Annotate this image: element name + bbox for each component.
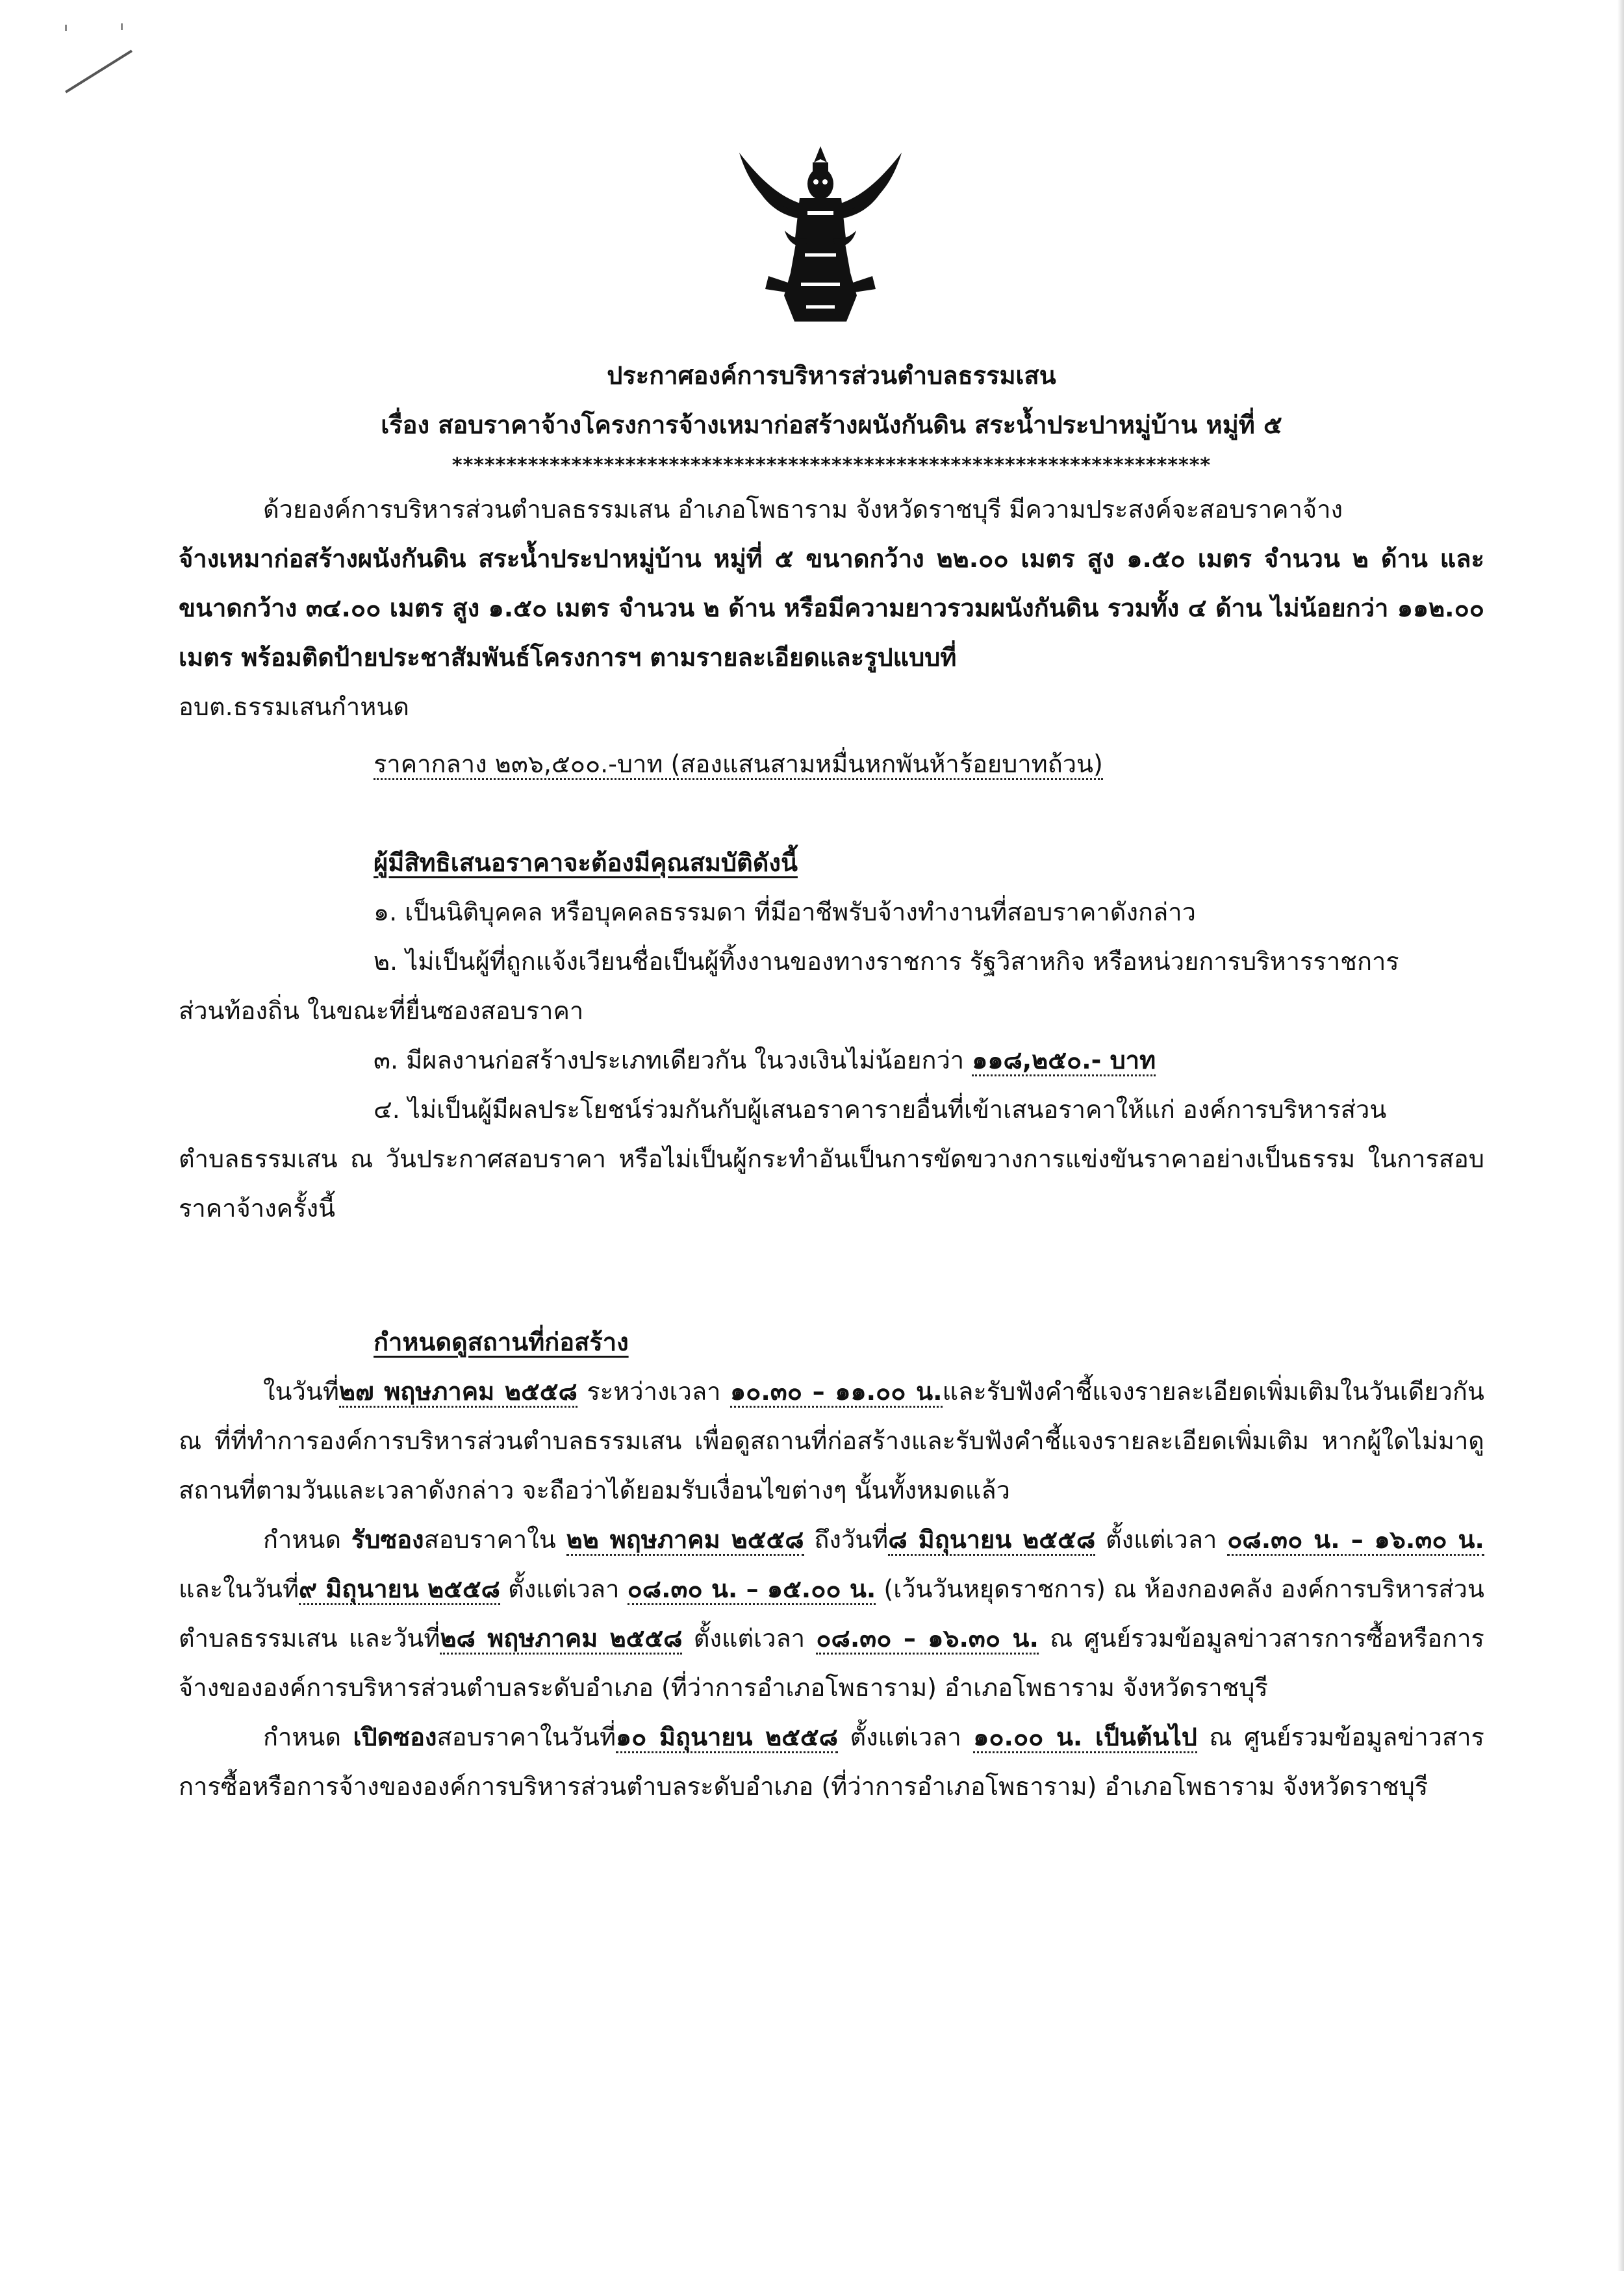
- submission-text: สอบราคาใน: [424, 1525, 556, 1554]
- opening-text: สอบราคาในวันที่: [437, 1723, 616, 1751]
- intro-tail: อบต.ธรรมเสนกำหนด: [179, 692, 409, 721]
- page-edge: [1618, 0, 1624, 2271]
- submission-text: กำหนด: [263, 1525, 342, 1554]
- submission-text: ตั้งแต่เวลา: [1105, 1525, 1217, 1554]
- submission-bold: รับซอง: [351, 1525, 424, 1554]
- submission-time-2: ๐๘.๓๐ น. – ๑๕.๐๐ น.: [628, 1575, 876, 1605]
- submission-date-3: ๙ มิถุนายน ๒๕๕๘: [299, 1575, 500, 1605]
- spacer: [179, 789, 1484, 838]
- submission-date-end: ๘ มิถุนายน ๒๕๕๘: [888, 1525, 1095, 1556]
- qualification-1: ๑. เป็นนิติบุคคล หรือบุคคลธรรมดา ที่มีอาชีพรับจ้างทำงานที่สอบราคาดังกล่าว: [374, 898, 1196, 926]
- opening-paragraph: [179, 1712, 1484, 1811]
- qualifications-heading: [179, 838, 1484, 887]
- site-visit-heading: [179, 1317, 1484, 1367]
- submission-text: (เว้นวันหยุดราชการ) ณ ห้องกองคลัง องค์การบริหารส่วนตำบลธรรมเสน และวันที่: [179, 1575, 1484, 1653]
- intro-lead: ด้วยองค์การบริหารส่วนตำบลธรรมเสน อำเภอโพธาราม จังหวัดราชบุรี มีความประสงค์จะสอบราคาจ้าง: [263, 495, 1343, 524]
- submission-text: และในวันที่: [179, 1575, 299, 1603]
- qualification-2-continued: ส่วนท้องถิ่น ในขณะที่ยื่นซองสอบราคา: [179, 996, 584, 1025]
- submission-time-3: ๐๘.๓๐ – ๑๖.๓๐ น.: [816, 1624, 1039, 1655]
- qualification-2: ๒. ไม่เป็นผู้ที่ถูกแจ้งเวียนชื่อเป็นผู้ทิ้งงานของทางราชการ รัฐวิสาหกิจ หรือหน่วยการบริหารราชการ: [374, 947, 1399, 976]
- scan-mark: [65, 50, 133, 94]
- qualification-4: ๔. ไม่เป็นผู้มีผลประโยชน์ร่วมกันกับผู้เสนอราคารายอื่นที่เข้าเสนอราคาให้แก่ องค์การบริหารส่วน: [374, 1095, 1387, 1124]
- intro-bold: จ้างเหมาก่อสร้างผนังกันดิน สระน้ำประปาหมู่บ้าน หมู่ที่ ๕ ขนาดกว้าง ๒๒.๐๐ เมตร สูง ๑.๕๐ เมตร จำนวน ๒ ด้าน และขนาดกว้าง ๓๔.๐๐ เมตร สูง ๑.๕๐ เมตร จำนวน ๒ ด้าน หรือมีความยาวรวมผนังกันดิน รวมทั้ง ๔ ด้าน ไม่น้อยกว่า ๑๑๒.๐๐ เมตร พร้อมติดป้ายประชาสัมพันธ์โครงการฯ ตามรายละเอียดและรูปแบบที่: [179, 544, 1484, 672]
- qualifications-heading-text: ผู้มีสิทธิเสนอราคาจะต้องมีคุณสมบัติดังนี้: [374, 848, 798, 877]
- submission-date-start: ๒๒ พฤษภาคม ๒๕๕๘: [566, 1525, 804, 1556]
- announcement-title: ประกาศองค์การบริหารส่วนตำบลธรรมเสน: [607, 361, 1056, 390]
- opening-date: ๑๐ มิถุนายน ๒๕๕๘: [616, 1723, 838, 1753]
- scan-dot: [121, 23, 123, 30]
- submission-text: ณ ศูนย์รวมข้อมูลข่าวสารการซื้อหรือการจ้างขององค์การบริหารส่วนตำบลระดับอำเภอ (ที่ว่าการอำเภอโพธาราม) อำเภอโพธาราม จังหวัดราชบุรี: [179, 1624, 1484, 1702]
- median-price: [179, 739, 1484, 789]
- qualification-3: [179, 1035, 1484, 1085]
- submission-text: ตั้งแต่เวลา: [508, 1575, 620, 1603]
- submission-date-4: ๒๘ พฤษภาคม ๒๕๕๘: [440, 1624, 682, 1655]
- spacer: [179, 1233, 1484, 1317]
- opening-bold: เปิดซอง: [353, 1723, 437, 1751]
- site-visit-heading-text: กำหนดดูสถานที่ก่อสร้าง: [374, 1328, 629, 1356]
- opening-text: ณ ศูนย์รวมข้อมูลข่าวสารการซื้อหรือการจ้างขององค์การบริหารส่วนตำบลระดับอำเภอ (ที่ว่าการอำเภอโพธาราม) อำเภอโพธาราม จังหวัดราชบุรี: [179, 1723, 1484, 1801]
- scan-dot: [65, 25, 67, 31]
- median-price-text: ราคากลาง ๒๓๖,๕๐๐.-บาท (สองแสนสามหมื่นหกพันห้าร้อยบาทถ้วน): [374, 750, 1103, 780]
- site-visit-date: ๒๗ พฤษภาคม ๒๕๕๘: [339, 1377, 577, 1408]
- opening-text: กำหนด: [263, 1723, 342, 1751]
- site-visit-paragraph: [179, 1367, 1484, 1515]
- site-visit-time: ๑๐.๓๐ – ๑๑.๐๐ น.: [730, 1377, 943, 1408]
- announcement-subject: เรื่อง สอบราคาจ้างโครงการจ้างเหมาก่อสร้างผนังกันดิน สระน้ำประปาหมู่บ้าน หมู่ที่ ๕: [381, 411, 1282, 439]
- opening-time: ๑๐.๐๐ น. เป็นต้นไป: [973, 1723, 1197, 1753]
- site-visit-prefix: ในวันที่: [263, 1377, 339, 1406]
- qualification-3-value: ๑๑๘,๒๕๐.- บาท: [972, 1046, 1156, 1076]
- opening-text: ตั้งแต่เวลา: [850, 1723, 961, 1751]
- site-visit-mid: ระหว่างเวลา: [587, 1377, 721, 1406]
- intro-paragraph: [179, 485, 1484, 731]
- submission-text: ตั้งแต่เวลา: [693, 1624, 806, 1653]
- submission-paragraph: [179, 1515, 1484, 1712]
- separator-stars: **********************************************************************: [451, 454, 1212, 477]
- qualification-4-continued: ตำบลธรรมเสน ณ วันประกาศสอบราคา หรือไม่เป็นผู้กระทำอันเป็นการขัดขวางการแข่งขันราคาอย่างเป็นธรรม ในการสอบราคาจ้างครั้งนี้: [179, 1145, 1484, 1223]
- site-visit-rest: และรับฟังคำชี้แจงรายละเอียดเพิ่มเติมในวันเดียวกัน ณ ที่ที่ทำการองค์การบริหารส่วนตำบลธรรมเสน เพื่อดูสถานที่ก่อสร้างและรับฟังคำชี้แจงรายละเอียดเพิ่มเติม หากผู้ใดไม่มาดูสถานที่ตามวันและเวลาดังกล่าว จะถือว่าได้ยอมรับเงื่อนไขต่างๆ นั้นทั้งหมดแล้ว: [179, 1377, 1484, 1504]
- garuda-emblem-icon: [723, 133, 918, 328]
- qualification-3-text: ๓. มีผลงานก่อสร้างประเภทเดียวกัน ในวงเงินไม่น้อยกว่า: [374, 1046, 965, 1074]
- submission-time-1: ๐๘.๓๐ น. – ๑๖.๓๐ น.: [1227, 1525, 1484, 1556]
- submission-text: ถึงวันที่: [814, 1525, 889, 1554]
- announcement-document: [179, 351, 1484, 1811]
